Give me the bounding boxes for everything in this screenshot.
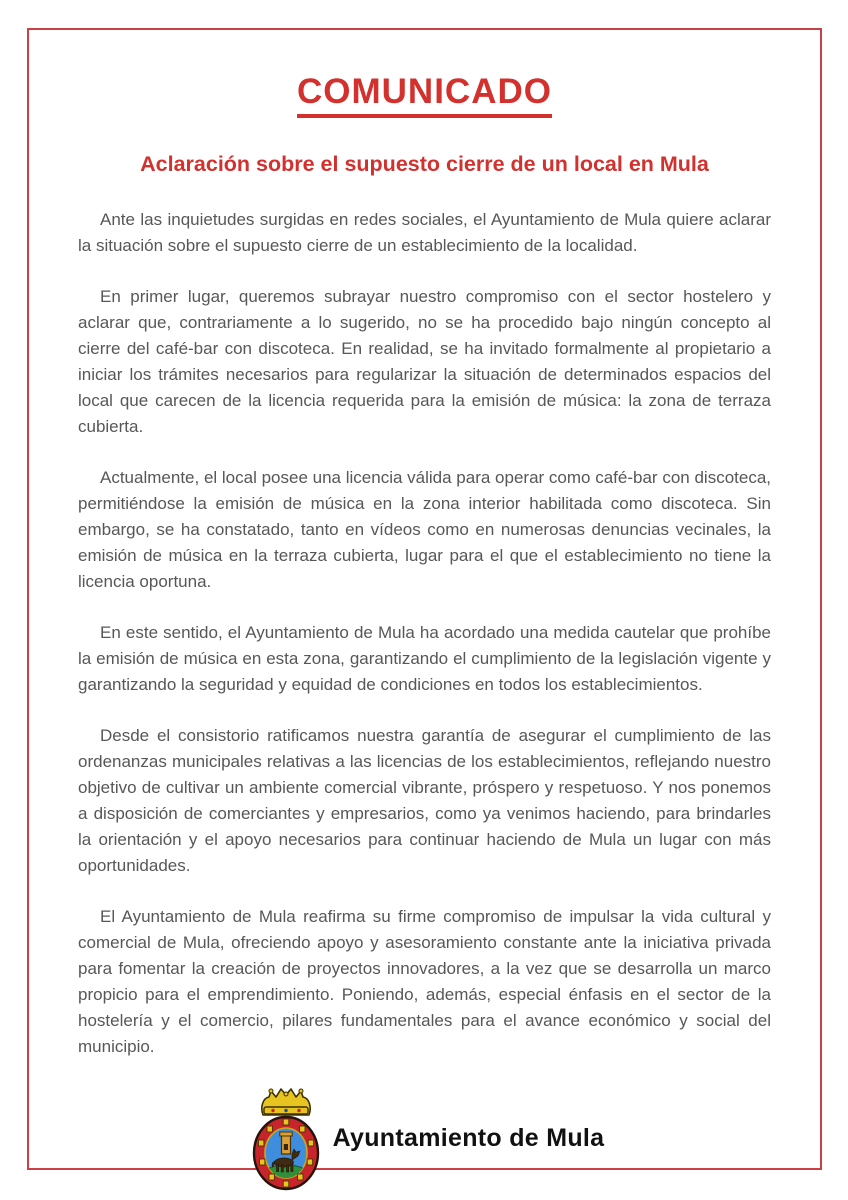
footer-org-name: Ayuntamiento de Mula — [332, 1123, 605, 1152]
body-paragraph-4: En este sentido, el Ayuntamiento de Mula ha acordado una medida cautelar que prohíbe la emisión de música en esta zona, garantizando el cumplimiento de la legislación vigente y garantizando la seguridad y equidad de condiciones en todos los establecimientos. — [78, 623, 771, 694]
page-title-text: COMUNICADO — [297, 72, 552, 118]
mula-coat-of-arms-icon — [245, 1085, 327, 1191]
body-paragraph-6: El Ayuntamiento de Mula reafirma su firme compromiso de impulsar la vida cultural y comercial de Mula, ofreciendo apoyo y asesoramiento constante ante la iniciativa privada para fomentar la creación de proyectos innovadores, a la vez que se desarrolla un marco propicio para el emprendimiento. Poniendo, además, especial énfasis en el sector de la hostelería y el comercio, pilares fundamentales para el avance económico y social del municipio. — [78, 907, 771, 1056]
body-paragraph-2: En primer lugar, queremos subrayar nuestro compromiso con el sector hostelero y aclarar que, contrariamente a lo sugerido, no se ha procedido bajo ningún concepto al cierre del café-bar con discoteca. En realidad, se ha invitado formalmente al propietario a iniciar los trámites necesarios para regularizar la situación de determinados espacios del local que carecen de la licencia requerida para la emisión de música: la zona de terraza cubierta. — [78, 287, 771, 436]
body-paragraph-5: Desde el consistorio ratificamos nuestra garantía de asegurar el cumplimiento de las ordenanzas municipales relativas a las licencias de los establecimientos, reflejando nuestro objetivo de cultivar un ambiente comercial vibrante, próspero y respetuoso. Y nos ponemos a disposición de comerciantes y empresarios, como ya venimos haciendo, para brindarles la orientación y el apoyo necesarios para continuar haciendo de Mula un lugar con más oportunidades. — [78, 726, 771, 875]
document-body — [78, 207, 771, 1060]
document-footer — [78, 1085, 771, 1191]
document-subtitle: Aclaración sobre el supuesto cierre de un local en Mula — [140, 152, 709, 176]
page-title — [78, 72, 771, 118]
document-page — [27, 28, 822, 1170]
body-paragraph-3: Actualmente, el local posee una licencia válida para operar como café-bar con discoteca, permitiéndose la emisión de música en la zona interior habilitada como discoteca. Sin embargo, se ha constatado, tanto en vídeos como en numerosas denuncias vecinales, la emisión de música en la terraza cubierta, lugar para el que el establecimiento no tiene la licencia oportuna. — [78, 468, 771, 591]
body-paragraph-1: Ante las inquietudes surgidas en redes sociales, el Ayuntamiento de Mula quiere aclarar la situación sobre el supuesto cierre de un establecimiento de la localidad. — [78, 210, 771, 255]
